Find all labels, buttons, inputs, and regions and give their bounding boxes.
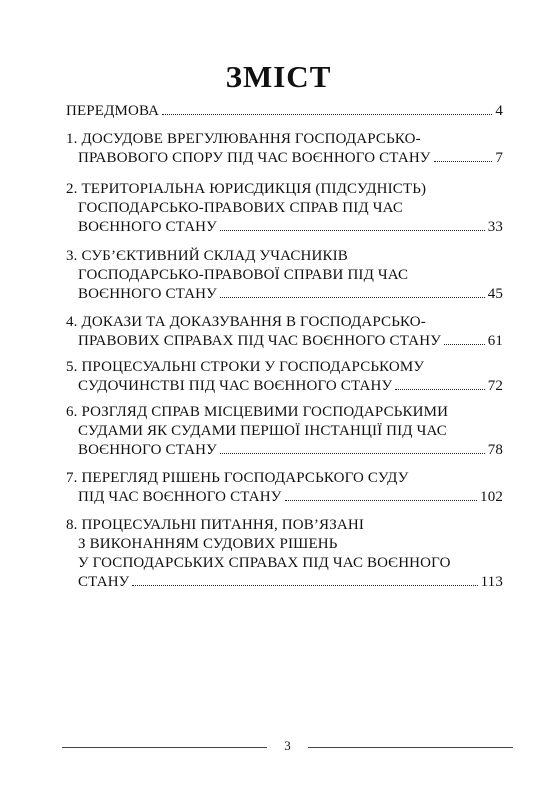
toc-entry-text: 6. РОЗГЛЯД СПРАВ МІСЦЕВИМИ ГОСПОДАРСЬКИМИ: [66, 404, 449, 420]
toc-entry-6[interactable]: [66, 403, 503, 460]
toc-entry-3[interactable]: [66, 247, 503, 304]
toc-entry-text: ПІД ЧАС ВОЄННОГО СТАНУ: [78, 489, 282, 505]
toc-page-number: 61: [487, 333, 503, 349]
toc-entry-line: [66, 102, 503, 121]
toc-entry-line: [66, 488, 503, 507]
footer-rule-left: [62, 747, 267, 748]
dot-leader: [444, 343, 485, 345]
dot-leader: [395, 388, 484, 390]
toc-page-number: 33: [487, 219, 503, 235]
toc-entry-line: [66, 573, 503, 592]
toc-entry-text: СТАНУ: [78, 574, 130, 590]
toc-entry-text: ПЕРЕДМОВА: [66, 103, 160, 119]
dot-leader: [162, 113, 492, 115]
toc-entry-text: ГОСПОДАРСЬКО-ПРАВОВОЇ СПРАВИ ПІД ЧАС: [78, 267, 409, 283]
toc-page-number: 4: [495, 103, 503, 119]
dot-leader: [220, 296, 485, 298]
toc-entry-text: ПРАВОВИХ СПРАВАХ ПІД ЧАС ВОЄННОГО СТАНУ: [78, 333, 441, 349]
toc-entry-5[interactable]: [66, 358, 503, 396]
toc-page-number: 102: [480, 489, 503, 505]
toc-entry-text: 2. ТЕРИТОРІАЛЬНА ЮРИСДИКЦІЯ (ПІДСУДНІСТЬ): [66, 181, 427, 197]
toc-entry-line: [66, 441, 503, 460]
page-title: ЗМІСТ: [225, 59, 332, 94]
page-footer: [62, 740, 513, 754]
toc-entry-text: ПРАВОВОГО СПОРУ ПІД ЧАС ВОЄННОГО СТАНУ: [78, 150, 431, 166]
toc-entry-line: [66, 377, 503, 396]
toc-entry-text: ВОЄННОГО СТАНУ: [78, 219, 217, 235]
toc-entry-2[interactable]: [66, 180, 503, 237]
footer-rule-right: [308, 747, 513, 748]
toc-entry-4[interactable]: [66, 313, 503, 351]
dot-leader: [434, 160, 493, 162]
toc-entry-preface[interactable]: [66, 102, 503, 121]
toc-entry-8[interactable]: [66, 516, 503, 592]
toc-entry-line: [66, 149, 503, 168]
dot-leader: [132, 584, 477, 586]
toc-page-number: 78: [487, 442, 503, 458]
toc-entry-text: 1. ДОСУДОВЕ ВРЕГУЛЮВАННЯ ГОСПОДАРСЬКО-: [66, 131, 421, 147]
footer-page-number: 3: [284, 738, 291, 753]
toc-entry-line: [66, 332, 503, 351]
toc-entry-text: ВОЄННОГО СТАНУ: [78, 442, 217, 458]
toc-entry-1[interactable]: [66, 130, 503, 168]
toc-entry-text: У ГОСПОДАРСЬКИХ СПРАВАХ ПІД ЧАС ВОЄННОГО: [78, 555, 451, 571]
toc-entry-text: 5. ПРОЦЕСУАЛЬНІ СТРОКИ У ГОСПОДАРСЬКОМУ: [66, 359, 425, 375]
toc-entry-text: ГОСПОДАРСЬКО-ПРАВОВИХ СПРАВ ПІД ЧАС: [78, 200, 403, 216]
dot-leader: [220, 452, 485, 454]
toc-entry-text: 8. ПРОЦЕСУАЛЬНІ ПИТАННЯ, ПОВ’ЯЗАНІ: [66, 517, 364, 533]
toc-entry-text: З ВИКОНАННЯМ СУДОВИХ РІШЕНЬ: [78, 536, 338, 552]
toc-entry-line: [66, 285, 503, 304]
toc-entry-7[interactable]: [66, 469, 503, 507]
toc-entry-text: СУДАМИ ЯК СУДАМИ ПЕРШОЇ ІНСТАНЦІЇ ПІД ЧАС: [78, 423, 447, 439]
dot-leader: [220, 229, 485, 231]
dot-leader: [285, 499, 478, 501]
toc-entry-line: [66, 218, 503, 237]
toc-entry-text: СУДОЧИНСТВІ ПІД ЧАС ВОЄННОГО СТАНУ: [78, 378, 393, 394]
toc-entry-text: 4. ДОКАЗИ ТА ДОКАЗУВАННЯ В ГОСПОДАРСЬКО-: [66, 314, 426, 330]
toc-page-number: 72: [487, 378, 503, 394]
toc-entry-text: ВОЄННОГО СТАНУ: [78, 286, 217, 302]
toc-entry-text: 7. ПЕРЕГЛЯД РІШЕНЬ ГОСПОДАРСЬКОГО СУДУ: [66, 470, 409, 486]
toc-page-number: 113: [480, 574, 503, 590]
toc-page-number: 45: [487, 286, 503, 302]
toc-page-number: 7: [495, 150, 503, 166]
toc-entry-text: 3. СУБ’ЄКТИВНИЙ СКЛАД УЧАСНИКІВ: [66, 248, 348, 264]
